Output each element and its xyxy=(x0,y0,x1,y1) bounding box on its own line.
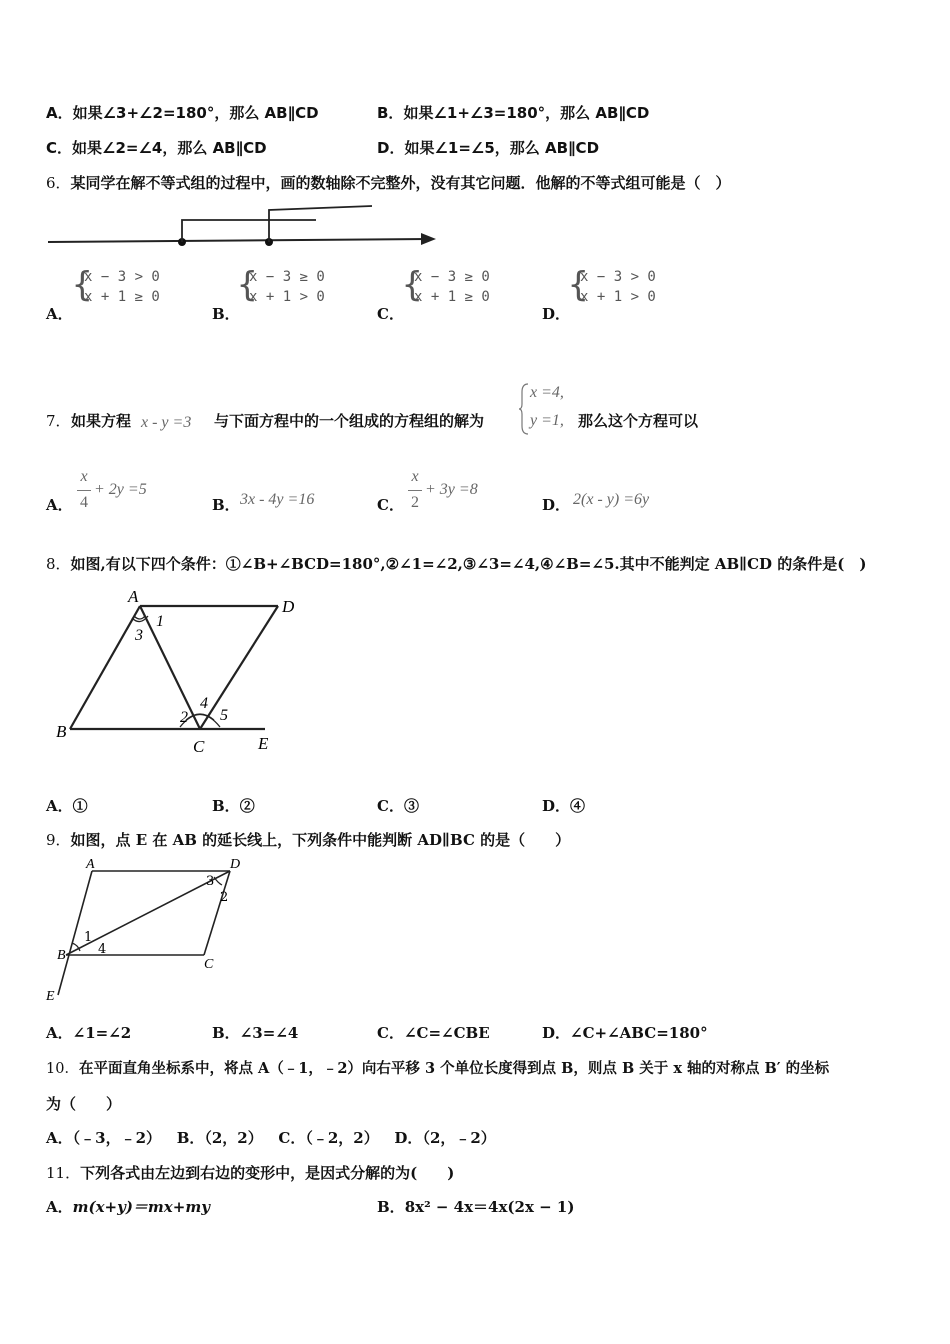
system-line-2: x + 1 ≥ 0 xyxy=(414,289,490,305)
label-b: B xyxy=(56,722,67,741)
option-text: 8x² − 4x＝4x(2x − 1) xyxy=(404,1198,575,1216)
label-b: B xyxy=(57,948,66,963)
q6-option-d-system xyxy=(568,267,656,307)
q7-option-b-letter: B． xyxy=(212,496,240,514)
q7-stem-part2: 与下面方程中的一个组成的方程组的解为 xyxy=(214,412,485,430)
q6-option-b-system xyxy=(237,267,325,307)
q7-number: 7． xyxy=(46,412,71,430)
q7-solution-x: x =4, xyxy=(530,384,564,401)
label-a: A xyxy=(128,587,139,606)
q9-figure xyxy=(42,855,252,1005)
option-letter: A． xyxy=(46,104,73,122)
option-letter: B． xyxy=(377,1198,405,1216)
q7-option-c-rest: + 3y =8 xyxy=(425,481,478,498)
option-text: ① xyxy=(72,797,88,815)
option-text: ∠C=∠CBE xyxy=(403,1024,490,1042)
q11-option-a xyxy=(46,1196,210,1217)
left-brace-icon: { xyxy=(72,265,93,305)
option-text: ② xyxy=(239,797,255,815)
q8-option-d xyxy=(542,795,585,816)
angle-label-2: 2 xyxy=(220,890,229,905)
segment-cd xyxy=(200,606,278,729)
option-letter: C． xyxy=(377,1024,404,1042)
angle-label-3: 3 xyxy=(206,874,215,889)
q9-option-a xyxy=(46,1022,131,1043)
question-text: 如图,有以下四个条件：①∠B+∠BCD=180°,②∠1=∠2,③∠3=∠4,④∠B=∠5.其中不能判定 AB∥CD 的条件是( ) xyxy=(70,555,867,573)
system-line-1: x − 3 ≥ 0 xyxy=(414,269,490,285)
angle-arc-a xyxy=(134,616,145,619)
option-text: 如果∠1+∠3=180°，那么 AB∥CD xyxy=(403,104,650,122)
option-text: ③ xyxy=(403,797,419,815)
q10-stem-line1 xyxy=(46,1057,829,1078)
left-brace-icon: { xyxy=(237,265,258,305)
option-letter: D． xyxy=(394,1129,423,1147)
q6-option-c-system xyxy=(402,267,490,307)
option-letter: B． xyxy=(176,1129,205,1147)
q10-option-b xyxy=(177,1129,263,1147)
option-letter: D． xyxy=(377,139,405,157)
system-line-2: x + 1 > 0 xyxy=(580,289,656,305)
axis-line xyxy=(48,239,429,242)
q6-option-d-letter: D． xyxy=(542,305,571,323)
angle-label-4: 4 xyxy=(200,695,208,712)
option-text: 如果∠2=∠4，那么 AB∥CD xyxy=(72,139,267,157)
label-c: C xyxy=(204,957,214,972)
label-a: A xyxy=(86,857,95,872)
q7-option-c-numerator: x xyxy=(411,468,419,485)
q5-option-c xyxy=(46,137,267,158)
question-number: 8． xyxy=(46,555,71,573)
option-letter: A． xyxy=(46,1024,73,1042)
segment-ac xyxy=(140,606,200,729)
q5-option-b xyxy=(377,102,649,123)
question-number: 10． xyxy=(46,1061,79,1077)
q7-option-d-letter: D． xyxy=(542,496,571,514)
angle-label-5: 5 xyxy=(220,707,228,724)
angle-label-1: 1 xyxy=(84,930,93,945)
question-text: 如图，点 E 在 AB 的延长线上，下列条件中能判断 AD∥BC 的是（ ） xyxy=(70,831,571,849)
angle-label-2: 2 xyxy=(180,709,188,726)
q7-option-a-numerator: x xyxy=(80,468,88,485)
q9-option-c xyxy=(377,1022,490,1043)
option-text: m(x+y)＝mx+my xyxy=(72,1198,210,1216)
question-text: 下列各式由左边到右边的变形中，是因式分解的为( ) xyxy=(80,1164,455,1182)
ray-right xyxy=(269,206,372,242)
option-text: （﹣2，2） xyxy=(305,1129,379,1147)
axis-arrow-icon xyxy=(421,233,436,245)
q10-option-c xyxy=(278,1129,378,1147)
option-text: 如果∠1=∠5，那么 AB∥CD xyxy=(404,139,600,157)
q10-option-a xyxy=(46,1129,161,1147)
option-letter: A． xyxy=(46,797,73,815)
q6-option-a-letter: A． xyxy=(46,305,73,323)
ray-left xyxy=(182,220,316,242)
q11-stem xyxy=(46,1162,454,1183)
q6-stem xyxy=(46,172,731,193)
question-number: 6． xyxy=(46,174,71,192)
q9-option-d xyxy=(542,1022,708,1043)
q6-option-a-system xyxy=(72,267,160,307)
q7-solution-y: y =1, xyxy=(530,412,564,429)
q9-stem xyxy=(46,829,570,850)
label-e: E xyxy=(46,989,55,1004)
question-number: 9． xyxy=(46,831,71,849)
system-line-1: x − 3 > 0 xyxy=(84,269,160,285)
option-letter: B． xyxy=(212,1024,240,1042)
q8-figure xyxy=(50,582,320,762)
question-number: 11． xyxy=(46,1164,81,1182)
angle-label-4: 4 xyxy=(98,942,107,957)
option-letter: C． xyxy=(46,139,73,157)
q10-option-d xyxy=(394,1129,495,1147)
q7-option-b-expr: 3x - 4y =16 xyxy=(240,491,315,508)
q9-option-b xyxy=(212,1022,298,1043)
system-line-2: x + 1 ≥ 0 xyxy=(84,289,160,305)
option-text: （2，﹣2） xyxy=(422,1129,496,1147)
angle-label-1: 1 xyxy=(156,613,164,630)
option-letter: A． xyxy=(46,1129,73,1147)
option-letter: C． xyxy=(377,797,404,815)
option-letter: A． xyxy=(46,1198,73,1216)
q8-option-c xyxy=(377,795,419,816)
label-e: E xyxy=(258,734,269,753)
option-letter: B． xyxy=(377,104,404,122)
q8-stem xyxy=(46,553,867,574)
left-brace-icon: { xyxy=(402,265,423,305)
q11-option-b xyxy=(377,1196,574,1217)
q6-option-b-letter: B． xyxy=(212,305,240,323)
left-brace-icon: { xyxy=(568,265,589,305)
q8-option-a xyxy=(46,795,88,816)
option-letter: B． xyxy=(212,797,240,815)
fraction-bar xyxy=(408,490,422,491)
system-line-1: x − 3 ≥ 0 xyxy=(249,269,325,285)
option-text: ∠3=∠4 xyxy=(239,1024,299,1042)
q7-equation: x - y =3 xyxy=(141,414,192,431)
q7-stem-part1: 如果方程 xyxy=(71,412,132,430)
label-d: D xyxy=(282,597,295,616)
option-letter: D． xyxy=(542,1024,571,1042)
option-letter: C． xyxy=(278,1129,306,1147)
q7-option-d-expr: 2(x - y) =6y xyxy=(573,491,650,508)
system-line-1: x − 3 > 0 xyxy=(580,269,656,285)
q8-option-b xyxy=(212,795,255,816)
system-line-2: x + 1 > 0 xyxy=(249,289,325,305)
q7-option-c-denominator: 2 xyxy=(411,494,419,511)
angle-arc-d xyxy=(214,877,222,885)
q10-options xyxy=(46,1127,496,1148)
option-letter: D． xyxy=(542,797,571,815)
q7-option-a-rest: + 2y =5 xyxy=(94,481,147,498)
option-text: ④ xyxy=(570,797,586,815)
q5-option-a xyxy=(46,102,319,123)
q6-number-line-figure xyxy=(44,200,444,255)
label-d: D xyxy=(230,857,241,872)
q5-option-d xyxy=(377,137,599,158)
question-text: 在平面直角坐标系中，将点 A（﹣1，﹣2）向右平移 3 个单位长度得到点 B，则点 B 关于 x 轴的对称点 B′ 的坐标 xyxy=(78,1060,830,1077)
q7-stem-part3: 那么这个方程可以 xyxy=(578,412,699,430)
option-text: 如果∠3+∠2=180°，那么 AB∥CD xyxy=(72,104,319,122)
segment-ab xyxy=(70,606,140,729)
option-text: （﹣3，﹣2） xyxy=(72,1129,162,1147)
option-text: ∠1=∠2 xyxy=(72,1024,132,1042)
question-text: 某同学在解不等式组的过程中，画的数轴除不完整外，没有其它问题．他解的不等式组可能是（ ） xyxy=(70,174,731,192)
q6-option-c-letter: C． xyxy=(377,305,404,323)
q7-option-a-denominator: 4 xyxy=(80,494,88,511)
q7-option-c-letter: C． xyxy=(377,496,404,514)
option-text: （2，2） xyxy=(204,1129,263,1147)
label-c: C xyxy=(193,737,205,756)
q7-solution-brace-icon xyxy=(518,382,530,436)
fraction-bar xyxy=(77,490,91,491)
q7-option-a-letter: A． xyxy=(46,496,73,514)
q10-stem-line2: 为（ ） xyxy=(46,1095,122,1113)
angle-label-3: 3 xyxy=(135,627,143,644)
option-text: ∠C+∠ABC=180° xyxy=(570,1024,708,1042)
